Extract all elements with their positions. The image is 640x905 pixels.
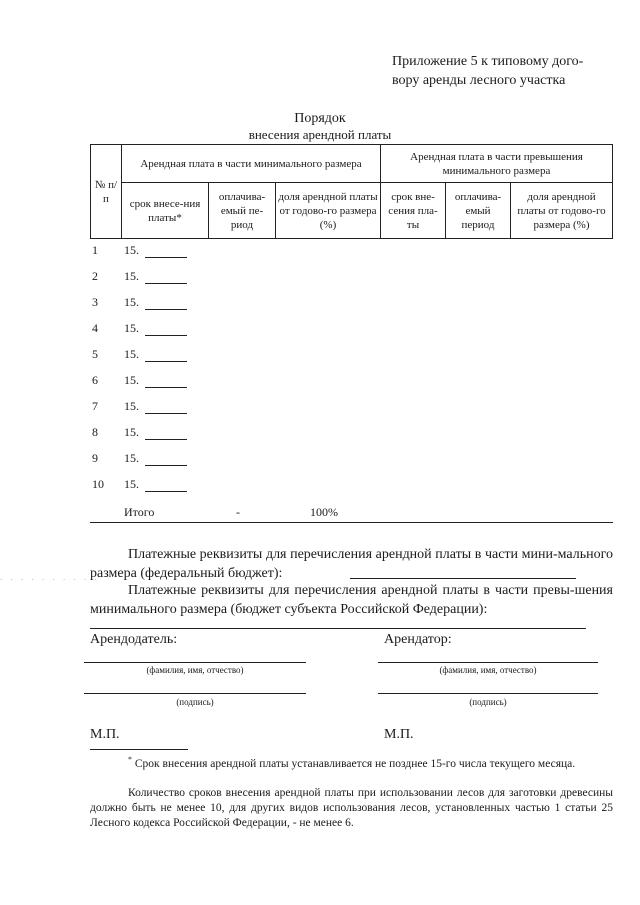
annex-header — [392, 52, 632, 90]
lessor-name-line — [84, 662, 306, 663]
payment-details-over — [90, 581, 613, 619]
row-number: 6 — [92, 373, 98, 387]
payment-details-min-text: Платежные реквизиты для перечисления арендной платы в части мини-мального размера (федеральный бюджет): — [90, 547, 613, 581]
sub-period2-header: оплачива-емый период — [446, 183, 511, 239]
row-blank — [145, 283, 187, 284]
lessee-name-caption: (фамилия, имя, отчество) — [439, 665, 537, 675]
sub-share-header: доля арендной платы от годово-го размера (%) — [276, 183, 381, 239]
sub-term2-header: срок вне-сения пла-ты — [381, 183, 446, 239]
payment-table — [90, 144, 613, 239]
lessee-sign-caption: (подпись) — [469, 697, 507, 707]
table-row — [90, 347, 290, 367]
payment-over-blank — [90, 628, 586, 629]
payment-details-over-text: Платежные реквизиты для перечисления арендной платы в части превы-шения минимального размера (бюджет субъекта Российской Федерации): — [90, 583, 613, 617]
row-day: 15. — [124, 347, 139, 361]
row-blank — [145, 257, 187, 258]
table-row — [90, 477, 290, 497]
total-dash: - — [236, 505, 240, 519]
table-bottom-rule — [90, 522, 613, 523]
lessee-sign-line — [378, 693, 598, 694]
footnote-rule — [90, 749, 188, 750]
row-day: 15. — [124, 243, 139, 257]
lessor-seal: М.П. — [90, 727, 120, 742]
row-number: 9 — [92, 451, 98, 465]
row-day: 15. — [124, 399, 139, 413]
row-number: 8 — [92, 425, 98, 439]
table-row — [90, 269, 290, 289]
row-day: 15. — [124, 321, 139, 335]
row-blank — [145, 387, 187, 388]
row-number: 2 — [92, 269, 98, 283]
footnote-2-text: Количество сроков внесения арендной платы при использовании лесов для заготовки древесины должно быть не менее 10, для других видов использования лесов, установленных частью 1 статьи 25 Лесного кодекса Российской Федерации, - не менее 6. — [90, 787, 613, 829]
lessee-name-line — [378, 662, 598, 663]
lessor-sign-line — [84, 693, 306, 694]
lessee-seal: М.П. — [384, 727, 414, 742]
group-min-header: Арендная плата в части минимального размера — [122, 145, 381, 183]
table-row — [90, 425, 290, 445]
table-row — [90, 399, 290, 419]
footnote-1-text: Срок внесения арендной платы устанавливается не позднее 15-го числа текущего месяца. — [134, 757, 576, 770]
lessor-name-caption: (фамилия, имя, отчество) — [146, 665, 244, 675]
row-day: 15. — [124, 477, 139, 491]
group-over-header: Арендная плата в части превышения минимального размера — [381, 145, 613, 183]
table-row — [90, 321, 290, 341]
sub-share2-header: доля арендной платы от годово-го размера (%) — [511, 183, 613, 239]
row-blank — [145, 361, 187, 362]
total-percent: 100% — [310, 505, 338, 519]
table-row — [90, 373, 290, 393]
row-number: 1 — [92, 243, 98, 257]
doc-subtitle: внесения арендной платы — [248, 127, 392, 142]
row-number: 5 — [92, 347, 98, 361]
lessor-sign-caption: (подпись) — [176, 697, 214, 707]
row-blank — [145, 309, 187, 310]
table-row — [90, 295, 290, 315]
footnote-star: * — [128, 755, 132, 764]
row-day: 15. — [124, 373, 139, 387]
footnote-1 — [90, 752, 613, 772]
footnote-2 — [90, 786, 613, 831]
table-row — [90, 243, 290, 263]
table-row — [90, 451, 290, 471]
scan-dots-left: . . . . . . . . . . — [0, 572, 100, 582]
sub-period-header: оплачива-емый пе-риод — [209, 183, 276, 239]
row-number: 3 — [92, 295, 98, 309]
row-number: 4 — [92, 321, 98, 335]
col-number-header: № п/п — [91, 145, 122, 239]
row-blank — [145, 491, 187, 492]
row-blank — [145, 465, 187, 466]
row-day: 15. — [124, 425, 139, 439]
row-blank — [145, 335, 187, 336]
row-blank — [145, 413, 187, 414]
row-day: 15. — [124, 269, 139, 283]
lessee-label: Арендатор: — [384, 632, 452, 647]
payment-min-blank — [350, 578, 576, 579]
row-number: 7 — [92, 399, 98, 413]
annex-line-1: Приложение 5 к типовому дого- — [392, 54, 584, 69]
row-day: 15. — [124, 295, 139, 309]
row-day: 15. — [124, 451, 139, 465]
sub-term-header: срок внесе-ния платы* — [122, 183, 209, 239]
lessor-label: Арендодатель: — [90, 632, 178, 647]
row-blank — [145, 439, 187, 440]
annex-line-2: вору аренды лесного участка — [392, 73, 566, 88]
row-number: 10 — [92, 477, 104, 491]
doc-title: Порядок — [294, 111, 346, 126]
total-label: Итого — [124, 505, 155, 519]
